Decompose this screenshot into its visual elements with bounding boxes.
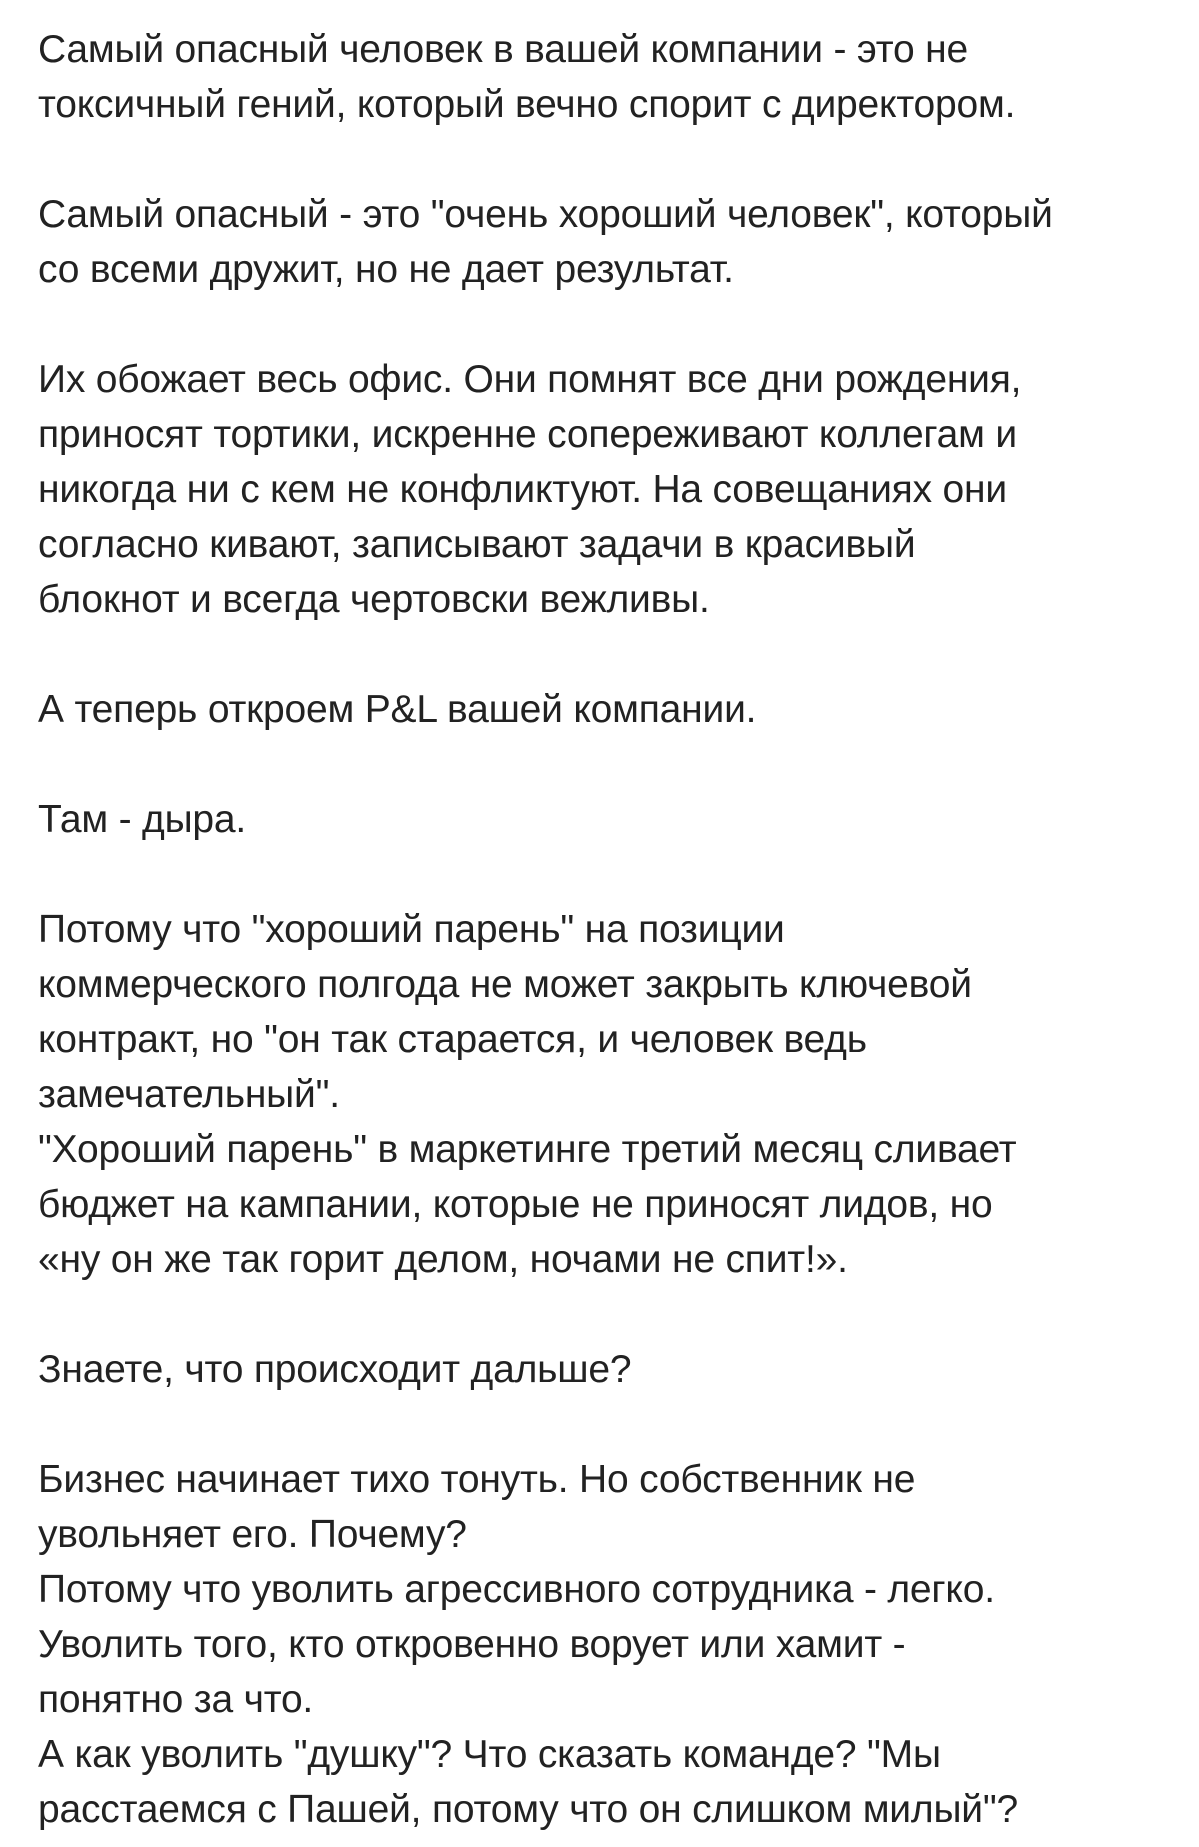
paragraph-gap <box>38 1287 1169 1342</box>
paragraph-gap <box>38 297 1169 352</box>
text-line: понятно за что. <box>38 1678 314 1721</box>
text-line: "Хороший парень" в маркетинге третий месяц сливает <box>38 1128 1017 1171</box>
paragraph-gap <box>38 847 1169 902</box>
text-line: А как уволить "душку"? Что сказать команде? "Мы <box>38 1733 941 1776</box>
text-line: Бизнес начинает тихо тонуть. Но собственник не <box>38 1458 916 1501</box>
text-line: Уволить того, кто откровенно ворует или хамит - <box>38 1623 906 1666</box>
text-line: «ну он же так горит делом, ночами не спит!». <box>38 1238 848 1281</box>
text-line: Самый опасный человек в вашей компании - это не <box>38 28 968 71</box>
text-line: контракт, но "он так старается, и человек ведь <box>38 1018 867 1061</box>
paragraph-gap <box>38 1397 1169 1452</box>
text-line: блокнот и всегда чертовски вежливы. <box>38 578 710 621</box>
text-line: Там - дыра. <box>38 798 247 841</box>
text-line: приносят тортики, искренне сопереживают коллегам и <box>38 413 1017 456</box>
text-line: Потому что уволить агрессивного сотрудника - легко. <box>38 1568 995 1611</box>
text-line: со всеми дружит, но не дает результат. <box>38 248 734 291</box>
text-line: Знаете, что происходит дальше? <box>38 1348 632 1391</box>
text-line: никогда ни с кем не конфликтуют. На совещаниях они <box>38 468 1007 511</box>
paragraph-gap <box>38 737 1169 792</box>
text-line: А теперь откроем P&L вашей компании. <box>38 688 757 731</box>
text-line: увольняет его. Почему? <box>38 1513 467 1556</box>
text-line: согласно кивают, записывают задачи в красивый <box>38 523 916 566</box>
text-line: Их обожает весь офис. Они помнят все дни рождения, <box>38 358 1022 401</box>
paragraph-gap <box>38 627 1169 682</box>
text-line: замечательный". <box>38 1073 340 1116</box>
text-line: Потому что "хороший парень" на позиции <box>38 908 785 951</box>
text-line: токсичный гений, который вечно спорит с директором. <box>38 83 1016 126</box>
paragraph-gap <box>38 132 1169 187</box>
text-line: бюджет на кампании, которые не приносят лидов, но <box>38 1183 993 1226</box>
text-line: расстаемся с Пашей, потому что он слишком милый"? <box>38 1788 1018 1831</box>
text-line: коммерческого полгода не может закрыть ключевой <box>38 963 972 1006</box>
text-line: Самый опасный - это "очень хороший человек", который <box>38 193 1053 236</box>
